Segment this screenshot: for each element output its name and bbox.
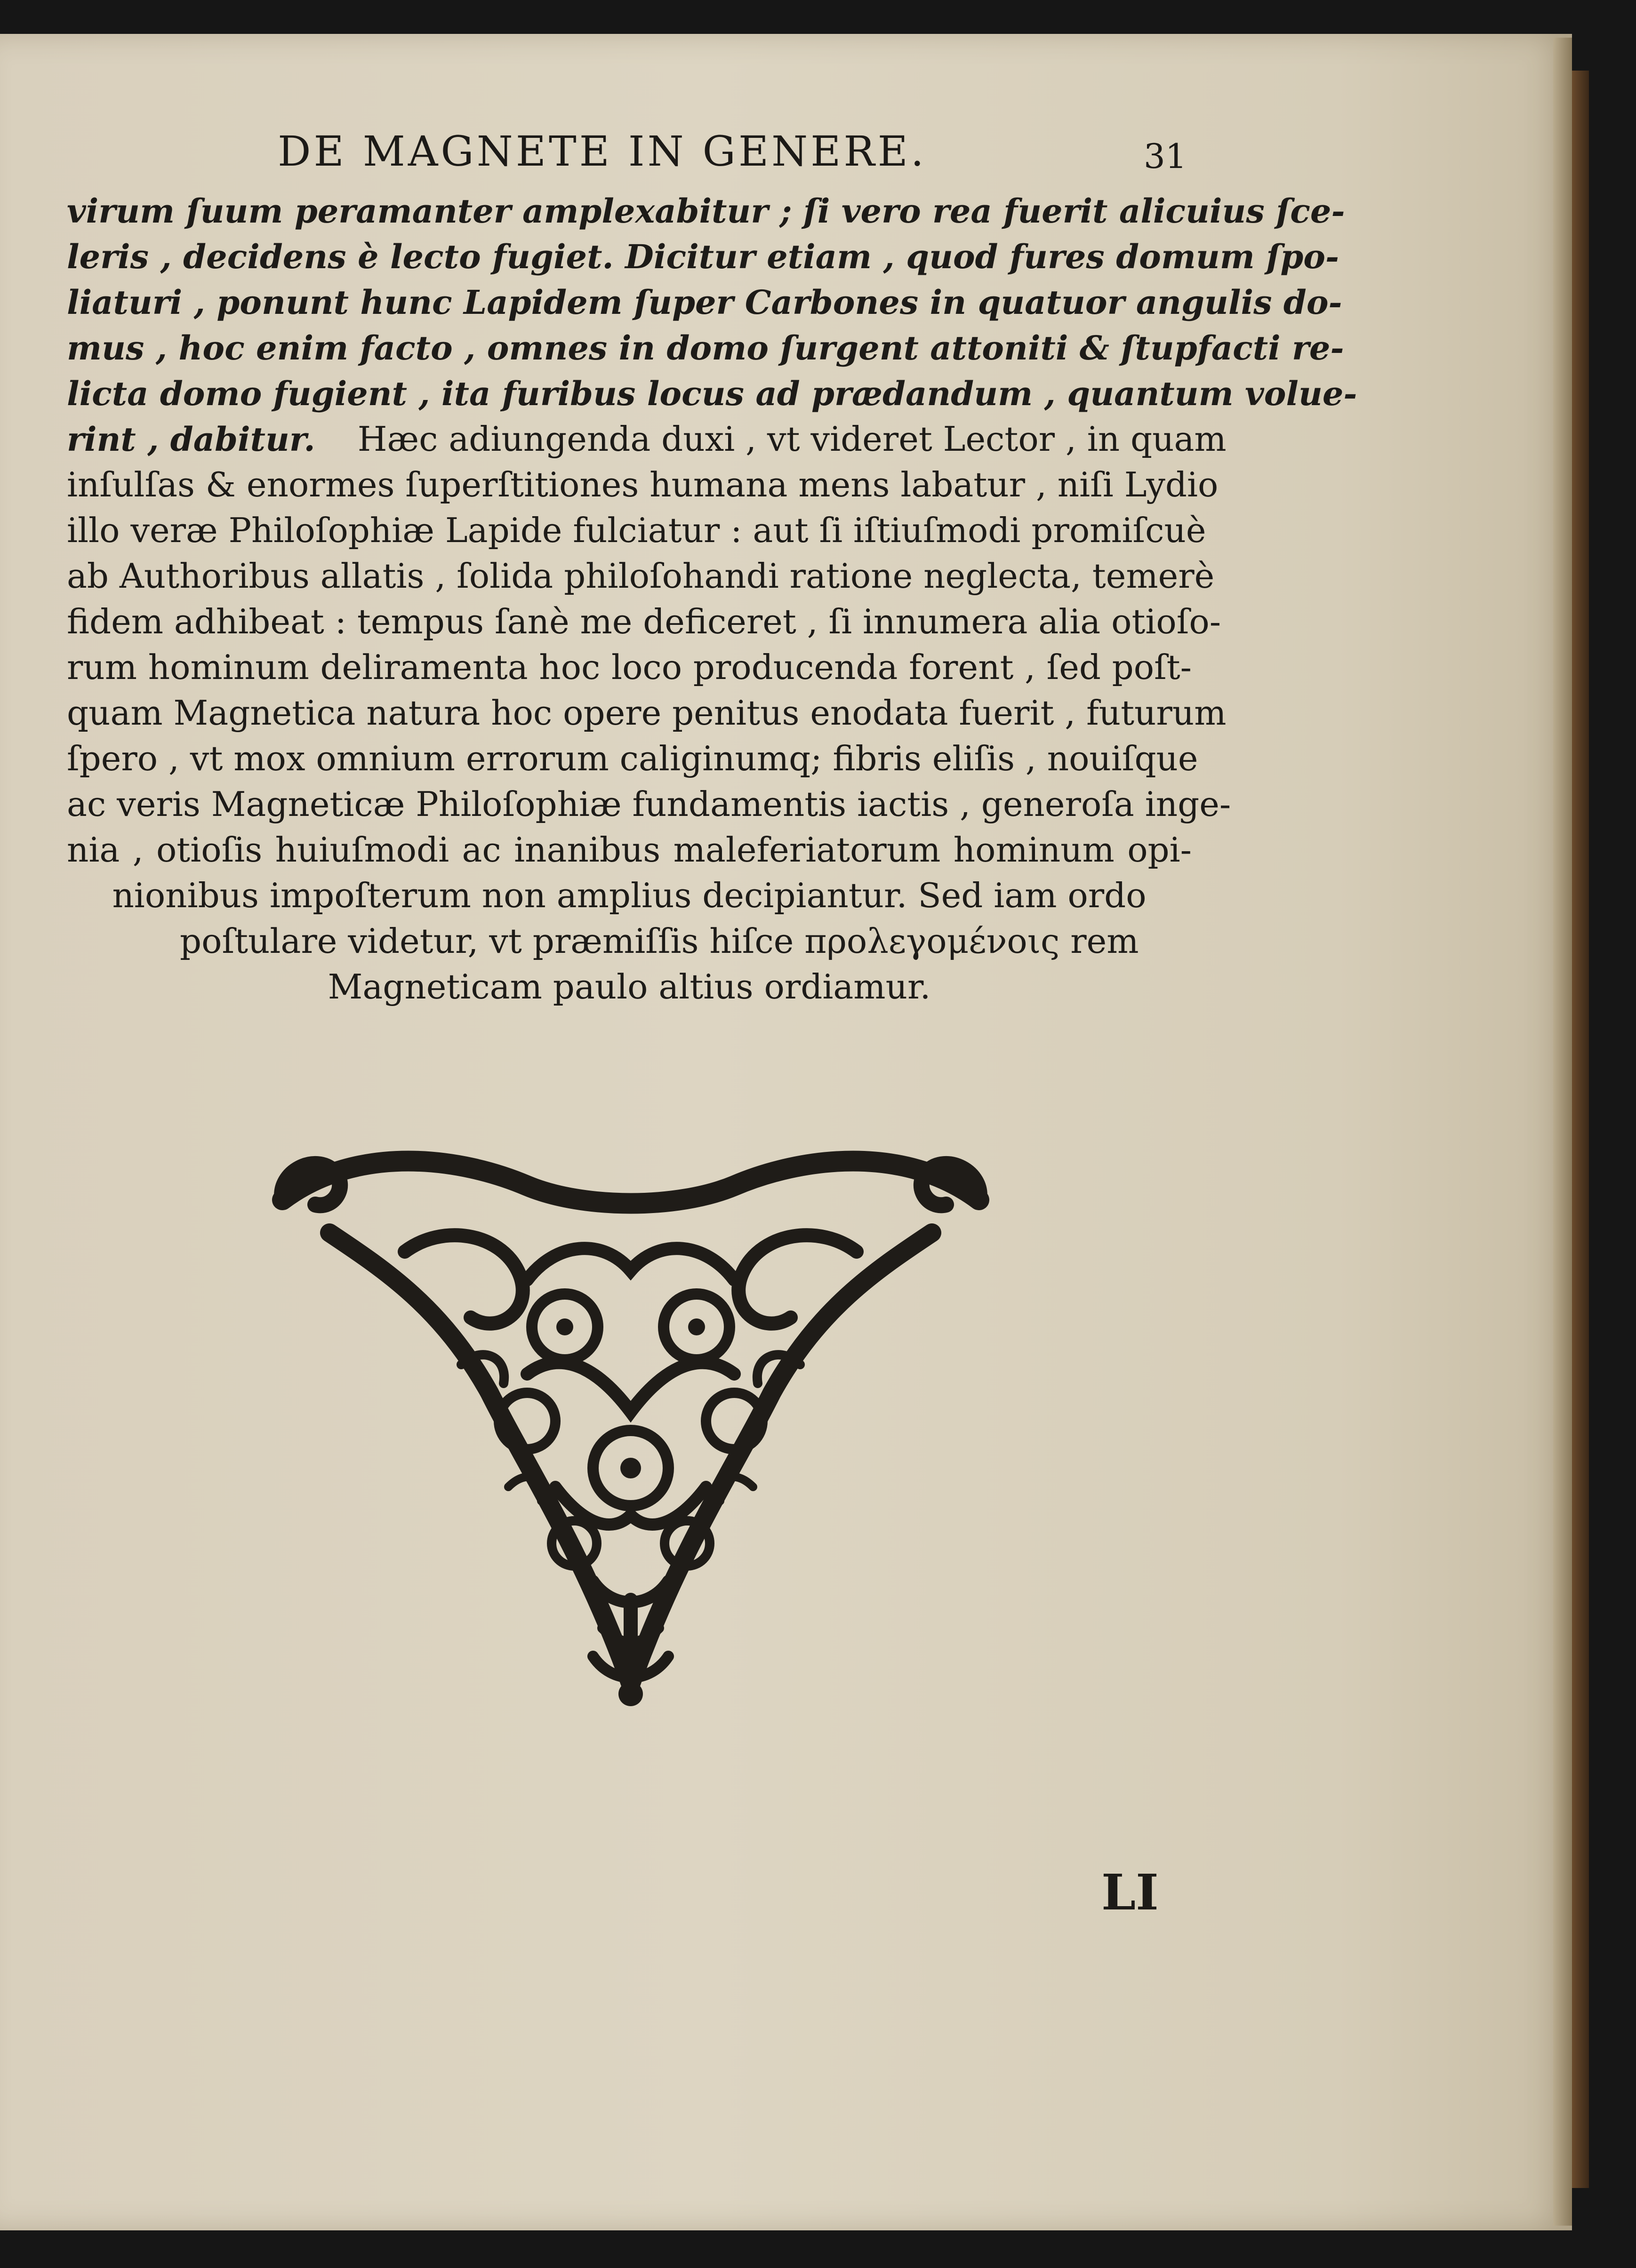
text-line: rum hominum deliramenta hoc loco producenda forent , ſed poſt- [67,647,1192,687]
text-line-italic-part: rint , dabitur. [67,420,315,459]
page-fore-edge-shadow [1553,38,1572,2226]
page-number: 31 [1144,136,1187,176]
text-line: nionibus impoſterum non amplius decipiantur. Sed iam ordo [112,876,1147,915]
text-line: virum ſuum peramanter amplexabitur ; ſi vero rea fuerit alicuius ſce- [67,192,1345,231]
text-line: ſpero , vt mox omnium errorum caliginumq; fibris eliſis , nouiſque [67,739,1198,778]
text-line: illo veræ Philoſophiæ Lapide fulciatur : aut ſi iſtiuſmodi promiſcuè [67,511,1206,550]
woodcut-ornament [264,1129,998,1713]
text-line: poſtulare videtur, vt præmiſſis hiſce προλεγομένοις rem [180,921,1139,961]
text-line-mixed [67,416,1227,462]
text-line: nia , otioſis huiuſmodi ac inanibus maleferiatorum hominum opi- [67,830,1192,870]
text-line: ab Authoribus allatis , ſolida philoſohandi ratione neglecta, temerè [67,556,1215,596]
body-text [67,188,1357,1010]
text-line: Magneticam paulo altius ordiamur. [328,967,931,1006]
text-line: inſulſas & enormes ſuperſtitiones humana mens labatur , niſi Lydio [67,465,1219,504]
text-line: fidem adhibeat : tempus ſanè me deficeret , ſi innumera alia otioſo- [67,602,1221,641]
printer-signature-mark: LI [1101,1863,1159,1921]
text-line: licta domo fugient , ita furibus locus ad prædandum , quantum volue- [67,374,1357,413]
text-line-roman-part: Hæc adiungenda duxi , vt videret Lector , in quam [357,419,1227,459]
text-line: mus , hoc enim facto , omnes in domo ſurgent attoniti & ſtupfacti re- [67,328,1344,367]
text-line: ac veris Magneticæ Philoſophiæ fundamentis iactis , generoſa inge- [67,784,1231,824]
binding-spine [1572,71,1589,2188]
text-line: leris , decidens è lecto fugiet. Dicitur etiam , quod fures domum ſpo- [67,237,1339,276]
running-head: DE MAGNETE IN GENERE. [278,127,927,176]
text-line: liaturi , ponunt hunc Lapidem ſuper Carbones in quatuor angulis do- [67,283,1342,322]
text-line: quam Magnetica natura hoc opere penitus enodata fuerit , futurum [67,693,1227,733]
